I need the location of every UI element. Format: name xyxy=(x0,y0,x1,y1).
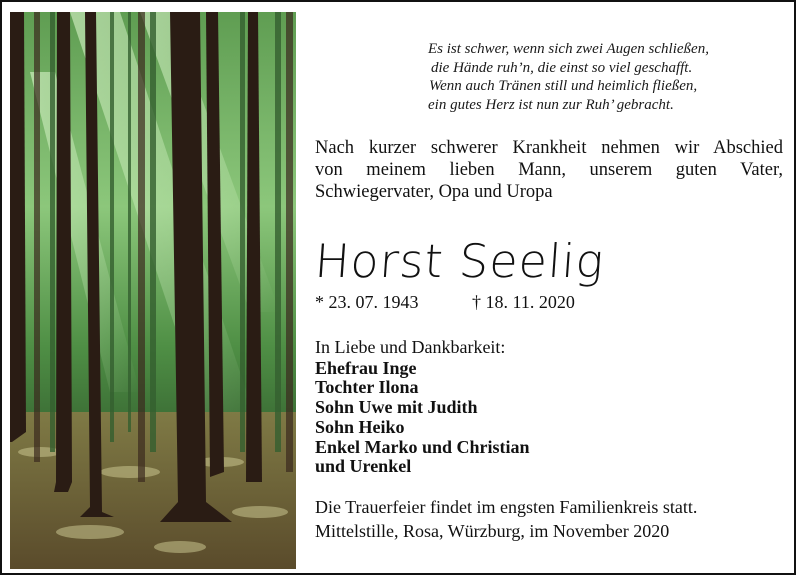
place-date-line: Mittelstille, Rosa, Würzburg, im November 2020 xyxy=(315,521,670,541)
mourner-name: Ehefrau Inge xyxy=(315,357,417,378)
mourner-name: Enkel Marko und Christian xyxy=(315,436,530,457)
death-date: † 18. 11. 2020 xyxy=(472,292,575,312)
mourner-name: Tochter Ilona xyxy=(315,377,419,398)
mourner-name: und Urenkel xyxy=(315,456,412,477)
poem-line: die Hände ruh’n, die einst so viel geschafft. xyxy=(431,59,693,76)
forest-illustration xyxy=(10,12,296,569)
poem xyxy=(428,40,768,114)
funeral-note: Die Trauerfeier findet im engsten Familienkreis statt. xyxy=(315,497,698,517)
deceased-name: Horst Seelig xyxy=(313,234,607,288)
life-dates xyxy=(315,292,575,313)
mourner-name: Sohn Heiko xyxy=(315,416,405,437)
poem-line: Es ist schwer, wenn sich zwei Augen schließen, xyxy=(428,41,709,57)
intro-line: Nach kurzer schwerer Krankheit nehmen wir Abschied xyxy=(315,138,783,158)
mourner-name: Sohn Uwe mit Judith xyxy=(315,397,478,418)
birth-date: * 23. 07. 1943 xyxy=(315,292,419,312)
poem-line: Wenn auch Tränen still und heimlich fließen, xyxy=(429,78,698,94)
intro-line: Schwiegervater, Opa und Uropa xyxy=(315,182,553,202)
intro-line: von meinem lieben Mann, unserem guten Vater, xyxy=(315,160,783,180)
mourners xyxy=(315,338,530,477)
poem-line: ein gutes Herz ist nun zur Ruh’ gebracht. xyxy=(428,96,674,113)
forest-image xyxy=(10,12,296,569)
intro-text xyxy=(315,137,783,203)
mourners-lead: In Liebe und Dankbarkeit: xyxy=(315,337,506,357)
closing-text xyxy=(315,495,697,543)
